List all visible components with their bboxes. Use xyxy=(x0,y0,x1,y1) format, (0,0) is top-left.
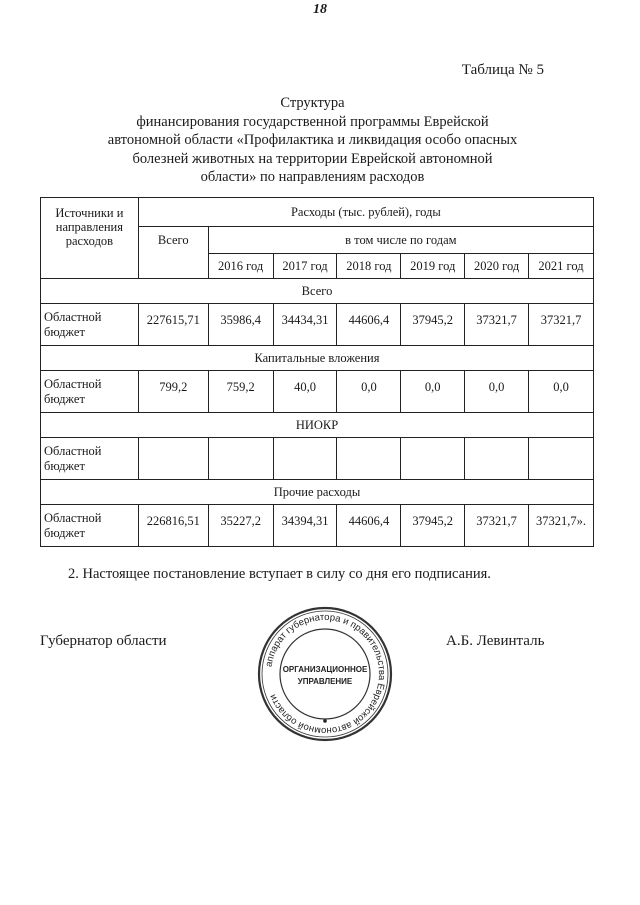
signature-name: А.Б. Левинталь xyxy=(446,633,545,649)
cell-value xyxy=(401,438,465,480)
cell-value: 0,0 xyxy=(529,371,594,413)
seal-center-line: ОРГАНИЗАЦИОННОЕ xyxy=(282,665,368,674)
cell-total: 799,2 xyxy=(138,371,208,413)
row-source: Областной бюджет xyxy=(41,304,139,346)
cell-value: 34394,31 xyxy=(273,505,337,547)
table-row xyxy=(41,371,594,413)
cell-total xyxy=(138,438,208,480)
cell-value: 37945,2 xyxy=(401,304,465,346)
cell-value: 37945,2 xyxy=(401,505,465,547)
table-label: Таблица № 5 xyxy=(461,62,544,78)
cell-value: 44606,4 xyxy=(337,505,401,547)
financing-table xyxy=(40,197,594,547)
header-year: 2018 год xyxy=(337,254,401,279)
cell-value xyxy=(208,438,273,480)
cell-value: 0,0 xyxy=(401,371,465,413)
cell-value: 37321,7». xyxy=(529,505,594,547)
header-year: 2016 год xyxy=(208,254,273,279)
cell-value: 759,2 xyxy=(208,371,273,413)
title-line: болезней животных на территории Еврейской автономной xyxy=(132,150,493,167)
header-total: Всего xyxy=(138,227,208,279)
document-title xyxy=(40,94,585,187)
cell-value xyxy=(465,438,529,480)
row-source: Областной бюджет xyxy=(41,371,139,413)
header-expenses: Расходы (тыс. рублей), годы xyxy=(138,198,593,227)
cell-value: 0,0 xyxy=(465,371,529,413)
header-by-years: в том числе по годам xyxy=(208,227,593,254)
cell-value xyxy=(337,438,401,480)
cell-value: 37321,7 xyxy=(529,304,594,346)
cell-value: 44606,4 xyxy=(337,304,401,346)
page-number: 18 xyxy=(313,2,327,17)
header-year: 2019 год xyxy=(401,254,465,279)
title-line: Структура xyxy=(280,95,345,111)
cell-total: 226816,51 xyxy=(138,505,208,547)
title-line: области» по направлениям расходов xyxy=(200,169,425,185)
header-year: 2017 год xyxy=(273,254,337,279)
cell-value: 35227,2 xyxy=(208,505,273,547)
table-row xyxy=(41,438,594,480)
header-year: 2021 год xyxy=(529,254,594,279)
seal-ring-text: аппарат губернатора и правительства Еврейской автономной области xyxy=(263,611,388,737)
section-title: Прочие расходы xyxy=(41,480,594,505)
cell-value: 40,0 xyxy=(273,371,337,413)
cell-total: 227615,71 xyxy=(138,304,208,346)
paragraph-effective: 2. Настоящее постановление вступает в силу со дня его подписания. xyxy=(68,566,491,582)
cell-value xyxy=(273,438,337,480)
title-line: автономной области «Профилактика и ликвидация особо опасных xyxy=(107,132,518,148)
table-row xyxy=(41,505,594,547)
cell-value: 37321,7 xyxy=(465,304,529,346)
header-year: 2020 год xyxy=(465,254,529,279)
seal-center-line: УПРАВЛЕНИЕ xyxy=(297,677,353,686)
row-source: Областной бюджет xyxy=(41,438,139,480)
official-seal-icon xyxy=(255,604,395,744)
cell-value: 35986,4 xyxy=(208,304,273,346)
signature-position: Губернатор области xyxy=(40,633,167,649)
header-source: Источники и направления расходов xyxy=(41,198,139,279)
title-line: финансирования государственной программы Еврейской xyxy=(136,113,489,130)
section-title: НИОКР xyxy=(41,413,594,438)
cell-value: 34434,31 xyxy=(273,304,337,346)
section-title: Всего xyxy=(41,279,594,304)
table-row xyxy=(41,304,594,346)
cell-value: 37321,7 xyxy=(465,505,529,547)
cell-value: 0,0 xyxy=(337,371,401,413)
cell-value xyxy=(529,438,594,480)
section-title: Капитальные вложения xyxy=(41,346,594,371)
row-source: Областной бюджет xyxy=(41,505,139,547)
